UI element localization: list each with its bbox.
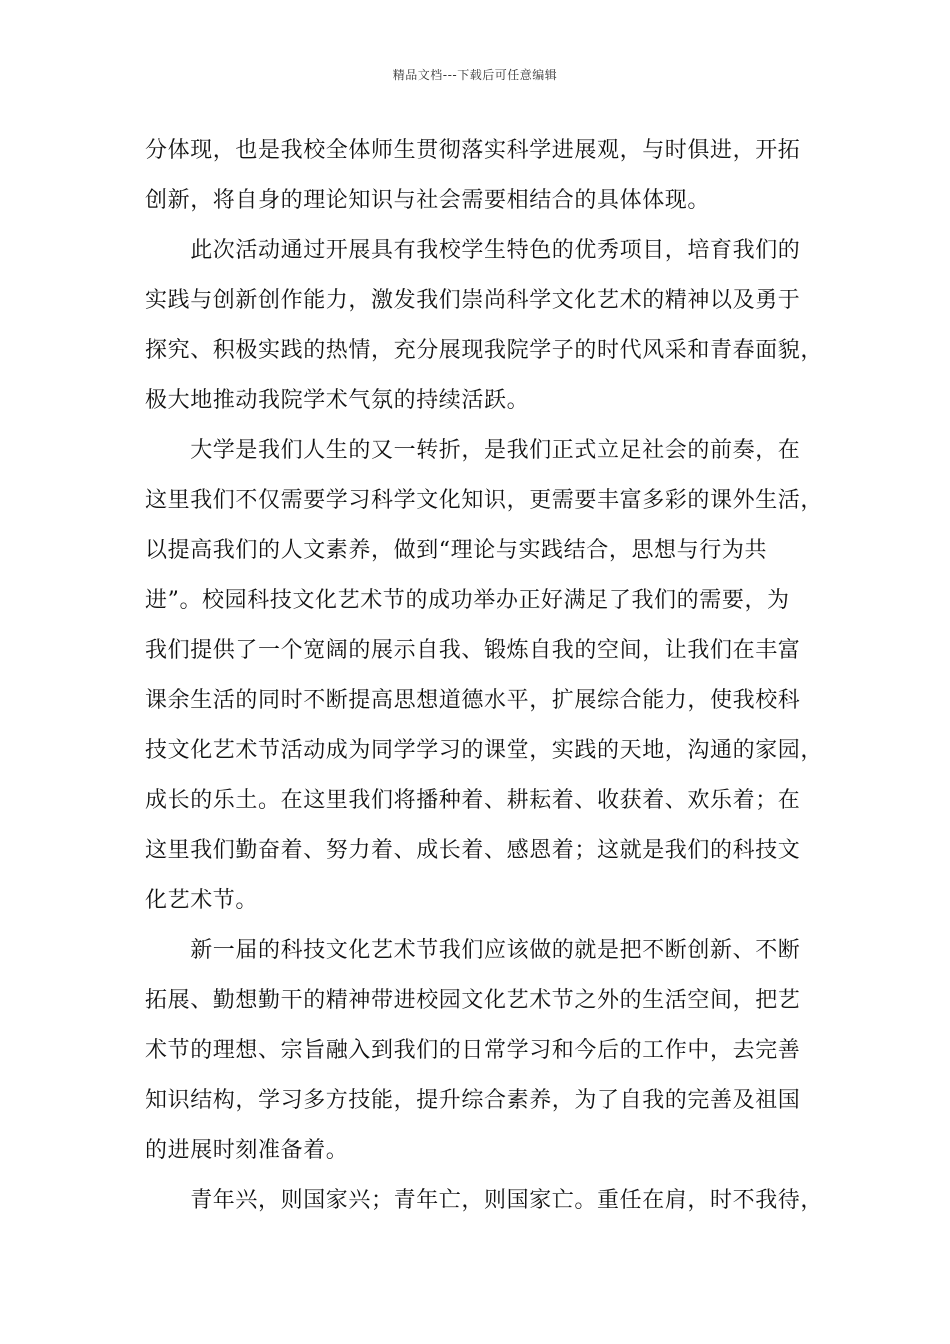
body-line: 分体现，也是我校全体师生贯彻落实科学进展观，与时俱进，开拓 [145, 138, 801, 163]
body-line: 此次活动通过开展具有我校学生特色的优秀项目，培育我们的 [145, 238, 801, 263]
body-line: 这里我们勤奋着、努力着、成长着、感恩着；这就是我们的科技文 [145, 838, 801, 863]
body-line: 探究、积极实践的热情，充分展现我院学子的时代风采和青春面貌， [145, 338, 824, 363]
body-line: 技文化艺术节活动成为同学学习的课堂，实践的天地，沟通的家园， [145, 738, 824, 763]
body-line: 青年兴，则国家兴；青年亡，则国家亡。重任在肩，时不我待， [145, 1188, 824, 1213]
body-line: 成长的乐土。在这里我们将播种着、耕耘着、收获着、欢乐着；在 [145, 788, 801, 813]
body-line: 拓展、勤想勤干的精神带进校园文化艺术节之外的生活空间，把艺 [145, 988, 801, 1013]
body-line: 大学是我们人生的又一转折，是我们正式立足社会的前奏，在 [145, 438, 801, 463]
body-line: 的进展时刻准备着。 [145, 1138, 349, 1163]
body-line: 这里我们不仅需要学习科学文化知识，更需要丰富多彩的课外生活， [145, 488, 824, 513]
page-header: 精品文档---下载后可任意编辑 [392, 68, 558, 82]
body-line: 我们提供了一个宽阔的展示自我、锻炼自我的空间，让我们在丰富 [145, 638, 801, 663]
body-line: 化艺术节。 [145, 888, 259, 913]
body-line: 课余生活的同时不断提高思想道德水平，扩展综合能力，使我校科 [145, 688, 801, 713]
body-line: 术节的理想、宗旨融入到我们的日常学习和今后的工作中，去完善 [145, 1038, 801, 1063]
body-line: 创新，将自身的理论知识与社会需要相结合的具体体现。 [145, 188, 711, 213]
body-line: 新一届的科技文化艺术节我们应该做的就是把不断创新、不断 [145, 938, 801, 963]
body-line: 知识结构，学习多方技能，提升综合素养，为了自我的完善及祖国 [145, 1088, 801, 1113]
body-line: 以提高我们的人文素养，做到“理论与实践结合，思想与行为共 [145, 538, 768, 563]
body-line: 极大地推动我院学术气氛的持续活跃。 [145, 388, 530, 413]
body-line: 进”。校园科技文化艺术节的成功举办正好满足了我们的需要，为 [145, 588, 790, 613]
body-line: 实践与创新创作能力，激发我们崇尚科学文化艺术的精神以及勇于 [145, 288, 801, 313]
